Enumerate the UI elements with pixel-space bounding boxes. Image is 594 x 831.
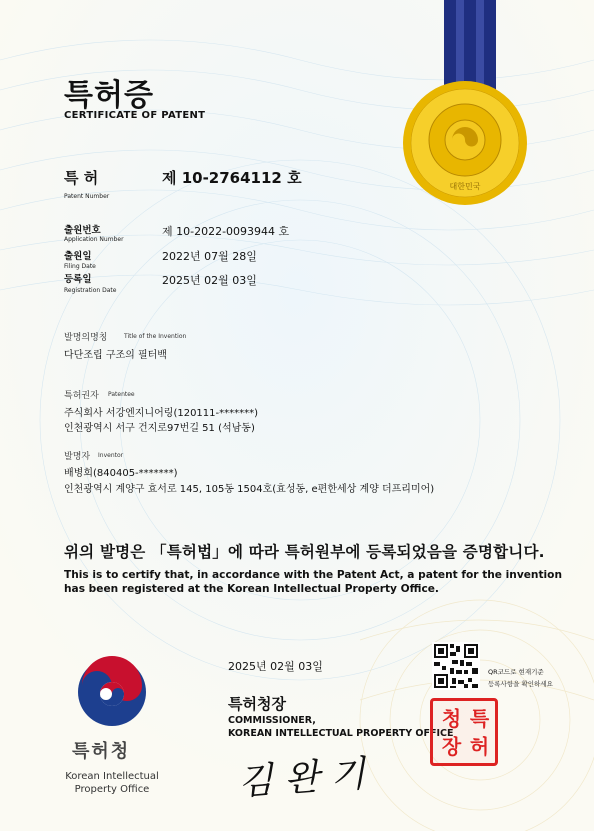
- certification-text-ko: 위의 발명은 「특허법」에 따라 특허원부에 등록되었음을 증명합니다.: [64, 543, 545, 561]
- commissioner-en-line2: KOREAN INTELLECTUAL PROPERTY OFFICE: [228, 727, 454, 739]
- application-label: 출원번호: [64, 225, 101, 236]
- invention-label-en: Title of the Invention: [124, 333, 187, 340]
- kipo-logo-icon: [76, 656, 148, 728]
- medal-text: 대한민국: [449, 182, 481, 191]
- official-red-seal: [430, 698, 498, 766]
- inventor-label: 발명자: [64, 452, 91, 462]
- seal-char: 장: [438, 736, 462, 756]
- application-number: 제 10-2022-0093944 호: [162, 225, 290, 238]
- inventor-label-en: Inventor: [98, 452, 124, 459]
- qr-code[interactable]: [432, 642, 480, 690]
- commissioner-title-ko: 특허청장: [228, 695, 286, 713]
- patent-number: 제 10-2764112 호: [162, 169, 302, 187]
- qr-instruction: [488, 666, 553, 690]
- commissioner-en-line1: COMMISSIONER,: [228, 715, 316, 726]
- seal-char: 특: [466, 708, 490, 728]
- seal-char: 허: [466, 736, 490, 756]
- invention-title: 다단조립 구조의 필터백: [64, 350, 167, 361]
- patentee-label: 특허권자: [64, 391, 99, 401]
- organization-name-ko: 특허청: [72, 741, 131, 762]
- qr-line1: QR코드로 현재기준: [488, 668, 544, 676]
- seal-char: 청: [438, 708, 462, 728]
- patentee-address: 인천광역시 서구 건지로97번길 51 (석남동): [64, 423, 255, 434]
- organization-name-en: [58, 770, 166, 796]
- certification-en-line1: This is to certify that, in accordance with the Patent Act, a patent for the invention: [64, 569, 562, 581]
- patentee-name: 주식회사 서강엔지니어링(120111-*******): [64, 408, 259, 419]
- org-en-line1: Korean Intellectual: [65, 771, 159, 782]
- commissioner-signature: 김 완 기: [236, 753, 367, 804]
- invention-label: 발명의명칭: [64, 333, 108, 343]
- certification-text-en: [64, 568, 562, 596]
- org-en-line2: Property Office: [74, 784, 150, 795]
- commissioner-title-en: [228, 715, 453, 740]
- certificate-title-en: CERTIFICATE OF PATENT: [64, 110, 206, 121]
- issue-date: 2025년 02월 03일: [228, 660, 323, 673]
- certification-en-line2: has been registered at the Korean Intellectual Property Office.: [64, 583, 439, 595]
- gold-medal-seal: [400, 78, 530, 208]
- qr-line2: 등록사항을 확인하세요: [488, 680, 553, 688]
- inventor-address: 인천광역시 계양구 효서로 145, 105동 1504호(효성동, e편한세상 계양 더프리미어): [64, 484, 435, 495]
- certificate-title: 특허증: [64, 78, 154, 113]
- application-label-en: Application Number: [64, 236, 124, 243]
- registration-label-en: Registration Date: [64, 287, 117, 294]
- seal-characters: [436, 704, 492, 760]
- patentee-label-en: Patentee: [108, 391, 135, 398]
- registration-date: 2025년 02월 03일: [162, 274, 257, 287]
- filing-date: 2022년 07월 28일: [162, 250, 257, 263]
- patent-label-en: Patent Number: [64, 193, 110, 200]
- patent-label: 특 허: [64, 169, 99, 187]
- qr-code-icon: [432, 642, 480, 690]
- inventor-name: 배병희(840405-*******): [64, 468, 178, 479]
- registration-label: 등록일: [64, 274, 92, 285]
- filing-label: 출원일: [64, 251, 92, 262]
- filing-label-en: Filing Date: [64, 263, 96, 270]
